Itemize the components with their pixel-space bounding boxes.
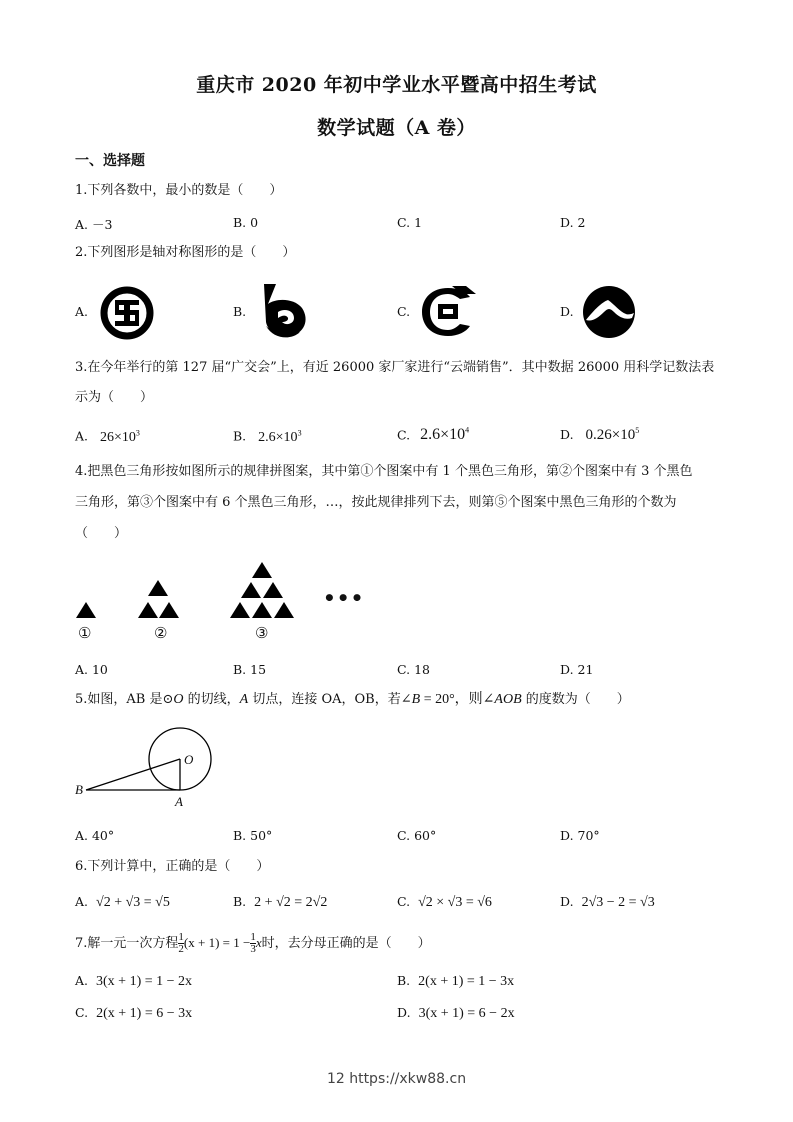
q7-stem-part: 7.解一元一次方程	[75, 936, 179, 951]
q3-option-c	[397, 426, 469, 444]
question-4-stem-line3: （ ）	[75, 526, 128, 541]
q7-stem-mid: (x + 1) = 1 −	[183, 935, 251, 950]
q3-mantissa-b: 2.6	[258, 429, 276, 445]
q6-expr-a: √2 + √3 = √5	[96, 895, 170, 910]
q3-label-b: B.	[233, 428, 247, 444]
q5-option-a: A. 40°	[75, 828, 115, 843]
q5-option-c: C. 60°	[397, 828, 437, 843]
q7-stem-part: 时，去分母正确的是（ ）	[261, 936, 431, 951]
q5-stem-part: = 20°，则∠	[420, 692, 495, 707]
q3-label-c: C.	[397, 427, 411, 443]
q7-option-b	[397, 973, 514, 990]
q3-exponent-c: 4	[465, 426, 470, 435]
exam-subtitle: 数学试题（A 卷）	[317, 117, 476, 139]
q3-option-d	[560, 426, 639, 444]
logo-a-icbc-figure	[98, 284, 156, 342]
q7-frac2-den: 3	[250, 943, 256, 955]
question-1-stem: 1.下列各数中，最小的数是（ ）	[75, 183, 283, 198]
point-a-label: A	[175, 794, 183, 809]
question-3-stem-line1: 3.在今年举行的第 127 届“广交会”上，有近 26000 家厂家进行“云端销售”．其中数据 26000 用科学记数法表	[75, 360, 715, 375]
pattern-label-3: ③	[255, 624, 269, 642]
q7-option-a	[75, 973, 192, 990]
triangle	[274, 602, 294, 618]
q2-label-a: A.	[75, 304, 89, 319]
q3-mantissa-c: 2.6	[420, 426, 441, 444]
question-3-stem-line2: 示为（ ）	[75, 390, 154, 405]
q3-times-b: ×10	[275, 429, 298, 445]
q4-option-a: A. 10	[75, 662, 108, 677]
q5-stem-part: 的切线，	[183, 692, 240, 707]
q3-exponent-a: 3	[135, 428, 140, 437]
q3-expr-d	[586, 427, 640, 443]
triangle	[252, 602, 272, 618]
q6-option-a	[75, 894, 170, 911]
question-5-stem	[75, 690, 630, 710]
q4-option-b: B. 15	[233, 662, 267, 677]
q3-times-a: ×10	[114, 429, 136, 445]
q1-option-d: D. 2	[560, 215, 586, 230]
point-b-label: B	[75, 782, 83, 797]
q6-label-b: B.	[233, 894, 247, 909]
q3-label-d: D.	[560, 427, 574, 442]
q6-option-b	[233, 894, 327, 911]
q3-expr-a	[100, 430, 140, 445]
section-heading: 一、选择题	[75, 153, 145, 169]
q3-times-d: ×10	[611, 427, 636, 443]
q6-label-d: D.	[560, 894, 574, 909]
q3-expr-c	[420, 426, 469, 443]
q7-label-b: B.	[397, 973, 411, 988]
triangle	[148, 580, 168, 596]
q2-label-b: B.	[233, 304, 247, 319]
q6-label-c: C.	[397, 894, 411, 909]
tangent-circle-figure	[70, 724, 230, 814]
logo-b-figure	[254, 282, 310, 340]
q6-expr-c: √2 × √3 = √6	[418, 895, 492, 910]
pattern-label-2: ②	[154, 624, 168, 642]
q3-label-a: A.	[75, 428, 89, 444]
q7-expr-a: 3(x + 1) = 1 − 2x	[96, 974, 193, 989]
q7-expr-c: 2(x + 1) = 6 − 3x	[96, 1006, 193, 1021]
q3-option-b	[233, 428, 302, 446]
q6-option-d	[560, 894, 655, 911]
triangle	[263, 582, 283, 598]
triangle	[159, 602, 179, 618]
question-7-stem	[75, 930, 431, 957]
q6-expr-b: 2 + √2 = 2√2	[254, 895, 328, 910]
q7-label-c: C.	[75, 1005, 89, 1020]
question-4-stem-line1: 4.把黑色三角形按如图所示的规律拼图案，其中第①个图案中有 1 个黑色三角形，第②个图案中有 3 个黑色	[75, 464, 693, 479]
q7-stem-var-x: x	[255, 935, 262, 950]
q7-option-c	[75, 1005, 192, 1022]
question-6-stem: 6.下列计算中，正确的是（ ）	[75, 859, 270, 874]
q5-option-b: B. 50°	[233, 828, 273, 843]
q7-option-d	[397, 1005, 515, 1022]
page-footer: 12 https://xkw88.cn	[326, 1071, 467, 1087]
logo-c-figure	[418, 284, 480, 340]
q3-mantissa-a: 26	[100, 429, 114, 445]
q5-stem-part: 5.如图，AB 是⊙	[75, 692, 174, 707]
triangle	[252, 562, 272, 578]
q7-frac1-num: 1	[178, 931, 184, 943]
q5-stem-var-a: A	[239, 692, 249, 707]
q2-label-c: C.	[397, 304, 411, 319]
q7-label-d: D.	[397, 1005, 411, 1020]
triangle	[230, 602, 250, 618]
triangle	[241, 582, 261, 598]
q6-expr-d: 2√3 − 2 = √3	[581, 895, 655, 910]
q5-stem-part: 切点，连接 OA，OB，若∠	[248, 692, 412, 707]
triangle	[76, 602, 96, 618]
q7-frac1-den: 2	[178, 943, 184, 955]
exam-title: 重庆市 2020 年初中学业水平暨高中招生考试	[196, 74, 597, 96]
q5-stem-part: 的度数为（ ）	[521, 692, 630, 707]
q2-label-d: D.	[560, 304, 574, 319]
q4-option-d: D. 21	[560, 662, 594, 677]
q5-stem-var-o: O	[173, 692, 184, 707]
q3-mantissa-d: 0.26	[585, 427, 612, 443]
q3-times-c: ×10	[440, 426, 466, 444]
q3-option-a	[75, 428, 140, 446]
q1-option-b: B. 0	[233, 215, 259, 230]
q1-option-a: A. －3	[75, 217, 113, 232]
q6-option-c	[397, 894, 492, 911]
q6-label-a: A.	[75, 894, 89, 909]
q1-option-c: C. 1	[397, 215, 423, 230]
q3-expr-b	[258, 430, 301, 445]
q5-stem-var-aob: AOB	[494, 692, 522, 707]
point-o-label: O	[184, 752, 194, 767]
q3-exponent-b: 3	[297, 428, 302, 437]
q7-frac2-num: 1	[250, 931, 256, 943]
q5-option-d: D. 70°	[560, 828, 600, 843]
q7-label-a: A.	[75, 973, 89, 988]
triangle	[138, 602, 158, 618]
pattern-label-1: ①	[78, 624, 92, 642]
pattern-ellipsis: •••	[323, 586, 365, 610]
logo-d-figure	[580, 284, 638, 340]
question-2-stem: 2.下列图形是轴对称图形的是（ ）	[75, 245, 296, 260]
q7-expr-d: 3(x + 1) = 6 − 2x	[418, 1006, 515, 1021]
q7-expr-b: 2(x + 1) = 1 − 3x	[418, 974, 515, 989]
q4-option-c: C. 18	[397, 662, 430, 677]
triangle-pattern-figure	[70, 558, 360, 643]
segment-ob	[86, 759, 180, 790]
q5-stem-var-b: B	[411, 692, 421, 707]
question-4-stem-line2: 三角形，第③个图案中有 6 个黑色三角形，…，按此规律排列下去，则第⑤个图案中黑色三角形的个数为	[75, 495, 677, 510]
q3-exponent-d: 5	[635, 426, 640, 435]
